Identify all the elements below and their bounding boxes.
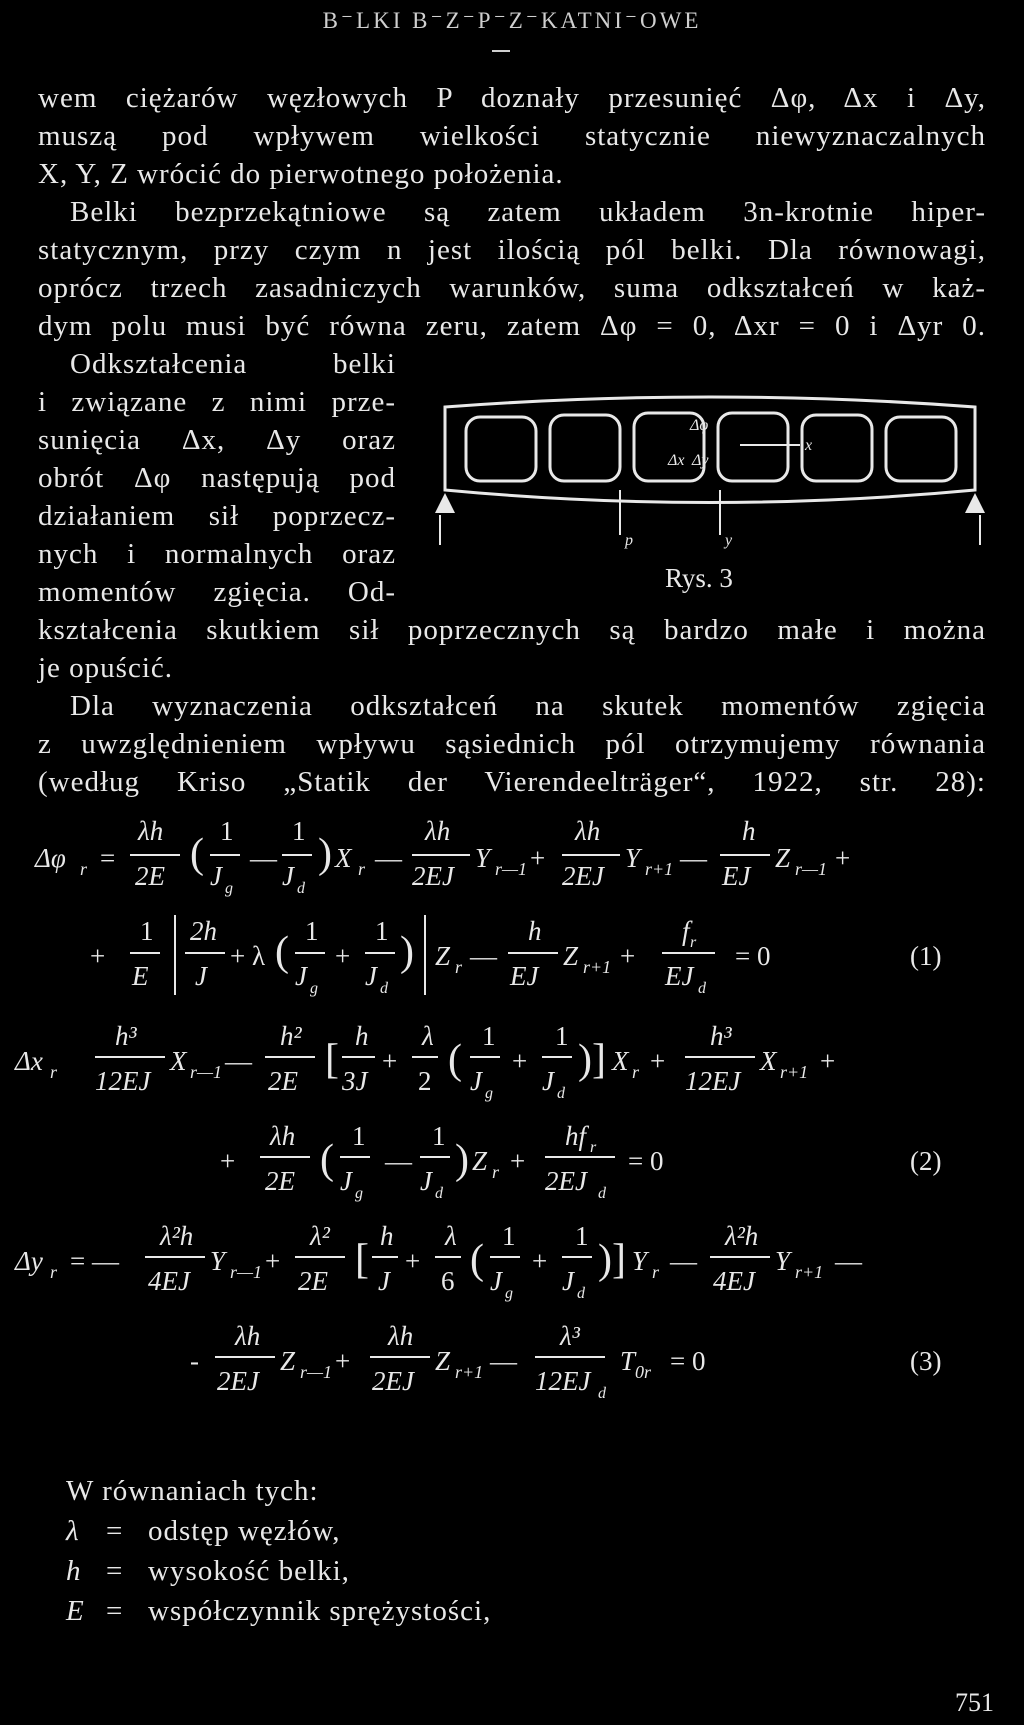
- legend-item-e: [66, 1595, 492, 1628]
- svg-text:2E: 2E: [268, 1066, 298, 1096]
- svg-text:J: J: [282, 861, 294, 891]
- svg-text:h: h: [742, 816, 756, 846]
- text-line-12: (według Kriso „Statik der Vierendeelträger“, 1922, str. 28):: [38, 766, 986, 798]
- svg-text:λh: λh: [235, 1321, 261, 1351]
- svg-text:λh: λh: [425, 816, 451, 846]
- running-header: B⁻LKI B⁻Z⁻P⁻Z⁻KATNI⁻OWE: [322, 8, 702, 33]
- svg-text:X: X: [760, 1046, 777, 1076]
- svg-text:d: d: [577, 1285, 585, 1302]
- svg-text:1: 1: [555, 1021, 569, 1051]
- svg-text:—: —: [835, 1246, 862, 1276]
- svg-text:r: r: [652, 1262, 660, 1282]
- side-line-5: działaniem sił poprzecz-: [38, 500, 396, 532]
- text-line-2: muszą pod wpływem wielkości statycznie niewyznaczalnych: [38, 120, 986, 152]
- legend-sep: =: [106, 1555, 124, 1587]
- svg-text:Y: Y: [632, 1246, 648, 1276]
- svg-text:+: +: [510, 1146, 526, 1176]
- svg-text:2EJ: 2EJ: [217, 1366, 259, 1396]
- svg-text:(: (: [470, 1237, 484, 1283]
- svg-text:2E: 2E: [265, 1166, 295, 1196]
- svg-text:1: 1: [220, 816, 234, 846]
- svg-text:2EJ: 2EJ: [412, 861, 454, 891]
- text-line-5: statycznym, przy czym n jest ilością pól belki. Dla równowagi,: [38, 234, 986, 266]
- text-line-7: dym polu musi być równa zeru, zatem Δφ = 0, Δxr = 0 i Δyr 0.: [38, 310, 986, 342]
- svg-text:g: g: [310, 980, 318, 997]
- svg-text:—: —: [680, 843, 707, 873]
- svg-text:h: h: [355, 1021, 369, 1051]
- text-line-3: X, Y, Z wrócić do pierwotnego położenia.: [38, 158, 564, 190]
- svg-text:r: r: [492, 1162, 500, 1182]
- svg-text:λ³: λ³: [560, 1321, 580, 1351]
- svg-text:): ): [455, 1137, 469, 1183]
- svg-text:J: J: [490, 1266, 502, 1296]
- svg-text:—: —: [670, 1246, 697, 1276]
- equation-1-line-2: [90, 915, 941, 997]
- svg-text:—: —: [225, 1046, 252, 1076]
- svg-text:T: T: [620, 1346, 636, 1376]
- svg-text:)]: )]: [598, 1237, 626, 1283]
- figure-caption: Rys. 3: [665, 563, 733, 593]
- svg-text:d: d: [557, 1085, 565, 1102]
- equations-block: [15, 805, 1010, 1545]
- svg-text:-: -: [190, 1346, 199, 1376]
- svg-text:r: r: [50, 1062, 58, 1082]
- svg-text:4EJ: 4EJ: [713, 1266, 755, 1296]
- svg-text:r+1: r+1: [455, 1362, 484, 1382]
- svg-text:r: r: [632, 1062, 640, 1082]
- label-dy: Δy: [692, 452, 709, 469]
- svg-text:): ): [318, 831, 332, 877]
- svg-text:Z: Z: [280, 1346, 296, 1376]
- svg-text:h³: h³: [710, 1021, 732, 1051]
- legend-desc: odstęp węzłów,: [148, 1515, 341, 1547]
- svg-text:hf: hf: [565, 1121, 587, 1151]
- legend-sep: =: [106, 1515, 124, 1547]
- svg-text:J: J: [340, 1166, 352, 1196]
- svg-text:g: g: [505, 1285, 513, 1302]
- svg-text:J: J: [470, 1066, 482, 1096]
- svg-text:1: 1: [575, 1221, 589, 1251]
- svg-text:r+1: r+1: [583, 957, 612, 977]
- svg-text:1: 1: [140, 916, 154, 946]
- svg-text:g: g: [225, 880, 233, 897]
- label-y: y: [725, 532, 733, 549]
- svg-text:(: (: [320, 1137, 334, 1183]
- svg-text:[: [: [355, 1237, 369, 1283]
- svg-text:Y: Y: [775, 1246, 791, 1276]
- svg-text:2: 2: [418, 1066, 432, 1096]
- text-line-4: Belki bezprzekątniowe są zatem układem 3n-krotnie hiper-: [70, 196, 986, 228]
- svg-text:d: d: [598, 1385, 606, 1402]
- legend-item-h: [66, 1555, 350, 1588]
- legend-desc: współczynnik sprężystości,: [148, 1595, 492, 1627]
- svg-text:): ): [400, 929, 414, 975]
- svg-text:X: X: [612, 1046, 629, 1076]
- svg-text:d: d: [297, 880, 305, 897]
- svg-text:h: h: [528, 916, 542, 946]
- legend-desc: wysokość belki,: [148, 1555, 350, 1587]
- side-line-1: Odkształcenia belki: [70, 348, 396, 380]
- text-line-11: z uwzględnieniem wpływu sąsiednich pól otrzymujemy równania: [38, 728, 986, 760]
- svg-text:+: +: [532, 1246, 548, 1276]
- svg-text:EJ: EJ: [722, 861, 751, 891]
- svg-text:g: g: [355, 1185, 363, 1202]
- equation-3-line-2: [190, 1321, 941, 1402]
- text-line-8: kształcenia skutkiem sił poprzecznych są bardzo małe i można: [38, 614, 986, 646]
- svg-text:λh: λh: [270, 1121, 296, 1151]
- svg-text:1: 1: [375, 916, 389, 946]
- side-line-4: obrót Δφ następują pod: [38, 462, 396, 494]
- svg-text:λ²: λ²: [310, 1221, 330, 1251]
- svg-text:+ λ: + λ: [230, 941, 266, 971]
- svg-text:J: J: [295, 961, 307, 991]
- svg-text:Z: Z: [563, 941, 579, 971]
- svg-text:Δy: Δy: [15, 1246, 43, 1276]
- svg-text:λ: λ: [422, 1021, 434, 1051]
- svg-text:—: —: [250, 843, 277, 873]
- equation-2-line-2: [220, 1121, 941, 1202]
- svg-text:r+1: r+1: [795, 1262, 824, 1282]
- svg-text:r—1: r—1: [495, 859, 528, 879]
- svg-text:12EJ: 12EJ: [95, 1066, 151, 1096]
- svg-text:λh: λh: [575, 816, 601, 846]
- header-rule: [492, 50, 510, 52]
- svg-text:X: X: [335, 843, 352, 873]
- svg-text:Y: Y: [210, 1246, 226, 1276]
- equation-2-line-1: [14, 1021, 835, 1102]
- svg-text:r: r: [455, 957, 463, 977]
- svg-text:r: r: [50, 1262, 58, 1282]
- svg-text:Y: Y: [625, 843, 641, 873]
- svg-text:J: J: [542, 1066, 554, 1096]
- side-line-3: sunięcia Δx, Δy oraz: [38, 424, 396, 456]
- text-line-10: Dla wyznaczenia odkształceń na skutek momentów zgięcia: [70, 690, 986, 722]
- svg-text:(: (: [190, 831, 204, 877]
- label-p: p: [625, 532, 633, 549]
- side-line-2: i związane z nimi prze-: [38, 386, 396, 418]
- svg-text:λ²h: λ²h: [160, 1221, 194, 1251]
- svg-text:Z: Z: [472, 1146, 488, 1176]
- svg-text:E: E: [132, 961, 149, 991]
- svg-text:—: —: [490, 1346, 517, 1376]
- svg-text:λh: λh: [138, 816, 164, 846]
- svg-text:= 0: = 0: [735, 941, 771, 971]
- svg-text:d: d: [435, 1185, 443, 1202]
- legend-symbol: h: [66, 1555, 82, 1587]
- svg-text:1: 1: [432, 1121, 446, 1151]
- svg-text:J: J: [210, 861, 222, 891]
- legend-symbol: λ: [66, 1515, 80, 1547]
- equation-tag-3: (3): [910, 1346, 942, 1376]
- svg-text:=: =: [100, 843, 116, 873]
- svg-text:—: —: [470, 941, 497, 971]
- svg-text:d: d: [380, 980, 388, 997]
- svg-text:—: —: [375, 843, 402, 873]
- svg-text:0r: 0r: [635, 1362, 652, 1382]
- equation-3-line-1: [14, 1221, 863, 1302]
- svg-text:Z: Z: [435, 941, 451, 971]
- svg-text:J: J: [378, 1266, 390, 1296]
- legend-symbol: E: [66, 1595, 85, 1627]
- svg-text:+: +: [265, 1246, 281, 1276]
- svg-text:2EJ: 2EJ: [562, 861, 604, 891]
- label-dphi: Δφ: [690, 417, 709, 434]
- svg-text:d: d: [598, 1185, 606, 1202]
- equation-tag-1: (1): [910, 941, 942, 971]
- svg-text:—: —: [385, 1146, 412, 1176]
- svg-text:+: +: [620, 941, 636, 971]
- text-line-9: je opuścić.: [38, 652, 174, 684]
- svg-text:d: d: [698, 980, 706, 997]
- svg-text:+: +: [220, 1146, 236, 1176]
- svg-text:EJ: EJ: [510, 961, 539, 991]
- svg-text:2E: 2E: [298, 1266, 328, 1296]
- svg-text:= 0: = 0: [628, 1146, 664, 1176]
- svg-text:2h: 2h: [190, 916, 217, 946]
- svg-text:)]: )]: [578, 1037, 606, 1083]
- svg-text:X: X: [170, 1046, 187, 1076]
- svg-text:+: +: [405, 1246, 421, 1276]
- svg-text:r: r: [358, 859, 366, 879]
- svg-text:1: 1: [292, 816, 306, 846]
- svg-text:λh: λh: [388, 1321, 414, 1351]
- legend-intro: W równaniach tych:: [66, 1475, 319, 1507]
- svg-text:J: J: [365, 961, 377, 991]
- svg-text:+: +: [835, 843, 851, 873]
- svg-text:2E: 2E: [135, 861, 165, 891]
- side-line-6: nych i normalnych oraz: [38, 538, 396, 570]
- svg-text:Δx: Δx: [15, 1046, 43, 1076]
- svg-text:+: +: [820, 1046, 836, 1076]
- svg-text:1: 1: [305, 916, 319, 946]
- svg-text:J: J: [420, 1166, 432, 1196]
- svg-text:f: f: [682, 916, 690, 946]
- text-line-1: wem ciężarów węzłowych P doznały przesunięć Δφ, Δx i Δy,: [38, 82, 986, 114]
- label-x: x: [805, 437, 813, 454]
- svg-text:= 0: = 0: [670, 1346, 706, 1376]
- svg-text:r—1: r—1: [190, 1062, 223, 1082]
- svg-text:12EJ: 12EJ: [535, 1366, 591, 1396]
- svg-text:Y: Y: [475, 843, 491, 873]
- svg-text:Z: Z: [435, 1346, 451, 1376]
- svg-text:+: +: [335, 941, 351, 971]
- svg-text:J: J: [562, 1266, 574, 1296]
- svg-text:+: +: [90, 941, 106, 971]
- equation-tag-2: (2): [910, 1146, 942, 1176]
- svg-text:2EJ: 2EJ: [545, 1166, 587, 1196]
- svg-text:2EJ: 2EJ: [372, 1366, 414, 1396]
- svg-text:+: +: [512, 1046, 528, 1076]
- svg-text:g: g: [485, 1085, 493, 1102]
- svg-text:h: h: [380, 1221, 394, 1251]
- svg-text:r—1: r—1: [300, 1362, 333, 1382]
- svg-text:+: +: [335, 1346, 351, 1376]
- svg-text:h³: h³: [115, 1021, 137, 1051]
- equation-1-line-1: [34, 816, 850, 897]
- svg-text:λ: λ: [445, 1221, 457, 1251]
- svg-text:r: r: [590, 1139, 597, 1156]
- legend-sep: =: [106, 1595, 124, 1627]
- beam-outline: [445, 397, 975, 503]
- svg-text:h²: h²: [280, 1021, 302, 1051]
- svg-text:r+1: r+1: [645, 859, 674, 879]
- svg-text:12EJ: 12EJ: [685, 1066, 741, 1096]
- text-line-6: oprócz trzech zasadniczych warunków, suma odkształceń w każ-: [38, 272, 986, 304]
- svg-text:r—1: r—1: [795, 859, 828, 879]
- svg-text:r—1: r—1: [230, 1262, 263, 1282]
- side-line-7: momentów zgięcia. Od-: [38, 576, 396, 608]
- svg-text:6: 6: [441, 1266, 455, 1296]
- svg-text:Z: Z: [775, 843, 791, 873]
- svg-text:r: r: [80, 859, 88, 879]
- svg-text:r+1: r+1: [780, 1062, 809, 1082]
- svg-text:(: (: [275, 929, 289, 975]
- svg-text:+: +: [650, 1046, 666, 1076]
- svg-text:1: 1: [352, 1121, 366, 1151]
- vierendeel-beam-figure: [420, 395, 1010, 595]
- svg-text:1: 1: [482, 1021, 496, 1051]
- svg-text:EJ: EJ: [665, 961, 694, 991]
- svg-text:r: r: [690, 934, 697, 951]
- svg-text:[: [: [325, 1037, 339, 1083]
- svg-text:(: (: [448, 1037, 462, 1083]
- svg-text:λ²h: λ²h: [725, 1221, 759, 1251]
- svg-text:J: J: [195, 961, 207, 991]
- svg-text:+: +: [382, 1046, 398, 1076]
- legend-item-lambda: [66, 1515, 341, 1548]
- svg-text:1: 1: [502, 1221, 516, 1251]
- svg-text:3J: 3J: [342, 1066, 368, 1096]
- svg-text:4EJ: 4EJ: [148, 1266, 190, 1296]
- svg-text:Δφ: Δφ: [35, 843, 66, 873]
- svg-text:+: +: [530, 843, 546, 873]
- svg-text:= —: = —: [70, 1246, 119, 1276]
- page-number: 751: [955, 1688, 994, 1717]
- label-dx: Δx: [668, 452, 685, 469]
